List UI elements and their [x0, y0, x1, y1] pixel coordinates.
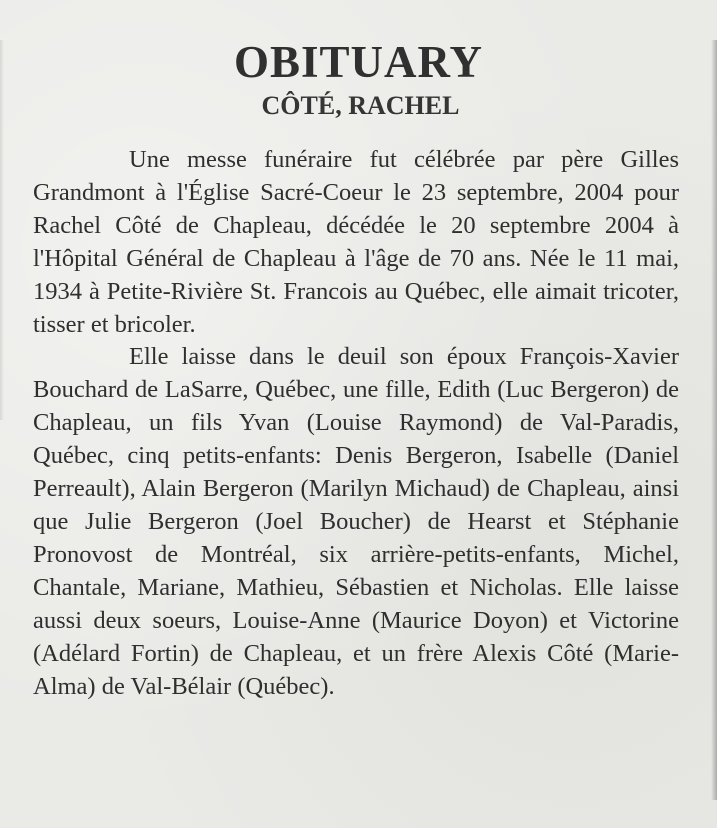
paper-edge-right: [711, 40, 717, 800]
obituary-title: OBITUARY: [234, 37, 483, 87]
obituary-body: [33, 144, 679, 703]
deceased-name: CÔTÉ, RACHEL: [261, 91, 460, 120]
paragraph-survivors: Elle laisse dans le deuil son époux François-Xavier Bouchard de LaSarre, Québec, une fille, Edith (Luc Bergeron) de Chapleau, un fils Yvan (Louise Raymond) de Val-Paradis, Québec, cinq petits-enfants: Denis Bergeron, Isabelle (Daniel Perreault), Alain Bergeron (Marilyn Michaud) de Chapleau, ainsi que Julie Bergeron (Joel Boucher) de Hearst et Stéphanie Pronovost de Montréal, six arrière-petits-enfants, Michel, Chantale, Mariane, Mathieu, Sébastien et Nicholas. Elle laisse aussi deux soeurs, Louise-Anne (Maurice Doyon) et Victorine (Adélard Fortin) de Chapleau, et un frère Alexis Côté (Marie-Alma) de Val-Bélair (Québec).: [33, 343, 679, 700]
paragraph-funeral: Une messe funéraire fut célébrée par père Gilles Grandmont à l'Église Sacré-Coeur le 23 septembre, 2004 pour Rachel Côté de Chapleau, décédée le 20 septembre 2004 à l'Hôpital Général de Chapleau à l'âge de 70 ans. Née le 11 mai, 1934 à Petite-Rivière St. Francois au Québec, elle aimait tricoter, tisser et bricoler.: [33, 146, 679, 338]
